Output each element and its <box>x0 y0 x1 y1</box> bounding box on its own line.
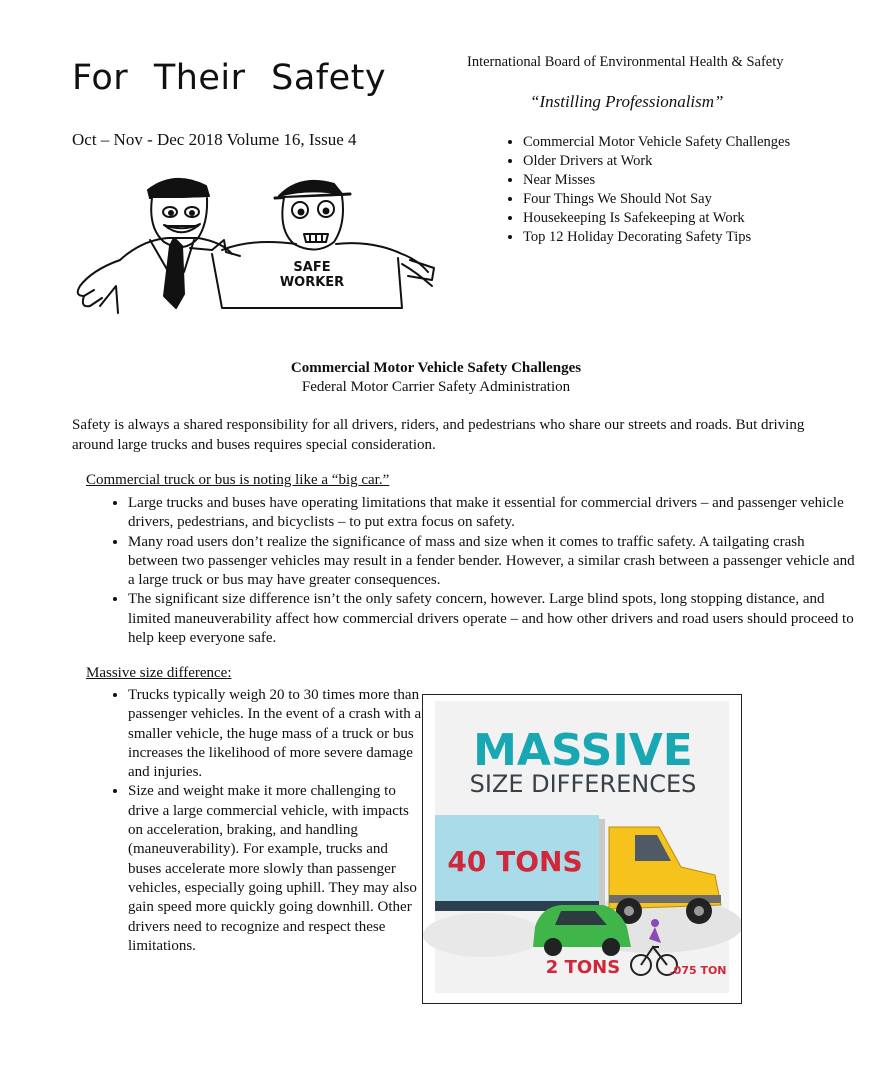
contents-list <box>480 133 823 247</box>
contents-item: • Housekeeping Is Safekeeping at Work <box>523 209 823 228</box>
issue-line: Oct – Nov - Dec 2018 Volume 16, Issue 4 <box>72 130 357 149</box>
infographic-frame <box>422 694 742 1004</box>
article-title: Commercial Motor Vehicle Safety Challenges <box>290 360 582 376</box>
article-source: Federal Motor Carrier Safety Administration <box>301 379 571 395</box>
truck-weight-label: 40 TONS <box>447 845 583 878</box>
list-item: • Many road users don’t realize the significance of mass and size when it comes to traffic safety. A tailgating crash between two passenger vehicles may result in a fender bender. However, a similar crash between a passenger vehicle and a large truck or bus may have greater consequences. <box>128 533 858 591</box>
motto: “Instilling Professionalism” <box>530 92 724 111</box>
bike-weight-label: .075 TON <box>669 964 727 977</box>
size-difference-infographic <box>423 695 741 1003</box>
contents-item: • Top 12 Holiday Decorating Safety Tips <box>523 228 823 247</box>
section-heading: Massive size difference: <box>86 665 232 681</box>
section-heading: Commercial truck or bus is noting like a “big car.” <box>86 472 390 488</box>
contents-item: • Four Things We Should Not Say <box>523 190 823 209</box>
car-weight-label: 2 TONS <box>545 957 621 978</box>
safe-worker-cartoon <box>72 168 442 323</box>
organization-name: International Board of Environmental Health & Safety <box>467 54 784 70</box>
contents-item: • Commercial Motor Vehicle Safety Challenges <box>523 133 823 152</box>
contents-item: • Older Drivers at Work <box>523 152 823 171</box>
article-intro: Safety is always a shared responsibility for all drivers, riders, and pedestrians who share our streets and roads. But driving around large trucks and buses requires special consideration. <box>72 417 805 453</box>
list-item: • Large trucks and buses have operating limitations that make it essential for commercial drivers – and passenger vehicle drivers, pedestrians, and bicyclists – to put extra focus on safety. <box>128 494 858 533</box>
bullet-list <box>86 494 858 648</box>
list-item: • Size and weight make it more challenging to drive a large commercial vehicle, with impacts on acceleration, braking, and handling (maneuverability). For example, trucks and buses accelerate more slowly than passenger vehicles, especially going uphill. They may also gain speed more quickly going downhill. Other drivers need to recognize and respect these limitations. <box>128 782 424 956</box>
newsletter-title: For Their Safety <box>72 58 387 98</box>
list-item: • The significant size difference isn’t the only safety concern, however. Large blind spots, long stopping distance, and limited maneuverability affect how commercial drivers operate – and how other drivers and road users should proceed to help keep everyone safe. <box>128 590 858 648</box>
bullet-list <box>86 686 424 956</box>
infographic-subheadline: SIZE DIFFERENCES <box>469 770 697 798</box>
shirt-text-safe: SAFE <box>293 260 331 275</box>
list-item: • Trucks typically weigh 20 to 30 times more than passenger vehicles. In the event of a crash with a smaller vehicle, the huge mass of a truck or bus increases the likelihood of more severe damage and injuries. <box>128 686 424 782</box>
shirt-text-worker: WORKER <box>279 275 345 290</box>
infographic-headline: MASSIVE <box>473 725 693 776</box>
contents-item: • Near Misses <box>523 171 823 190</box>
